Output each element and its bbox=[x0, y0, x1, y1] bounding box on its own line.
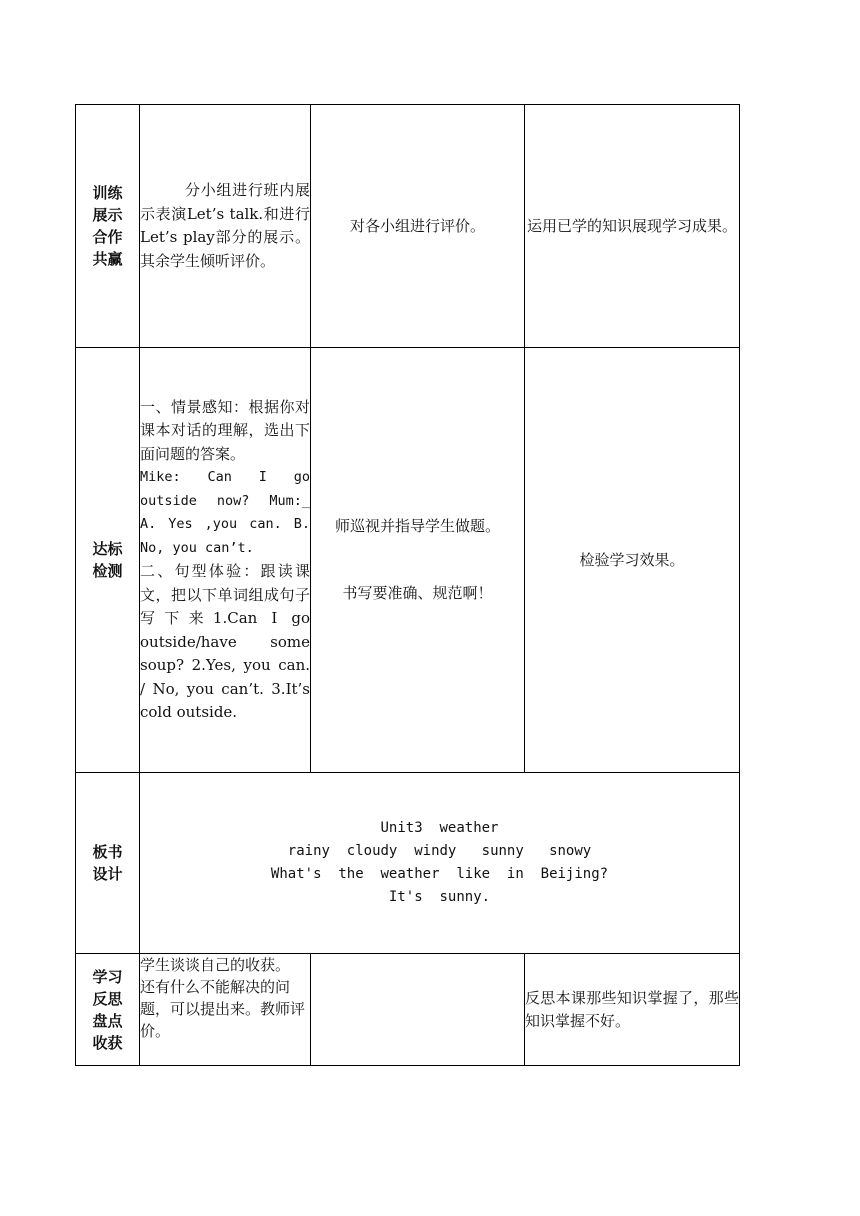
table-row bbox=[76, 773, 740, 954]
purpose-cell: 反思本课那些知识掌握了，那些知识掌握不好。 bbox=[525, 954, 740, 1066]
board-design-cell: Unit3 weather rainy cloudy windy sunny snowy What's the weather like in Beijing? It's sunny. bbox=[140, 773, 740, 954]
purpose-cell: 检验学习效果。 bbox=[525, 348, 740, 773]
row-label-assessment: 达标 检测 bbox=[76, 348, 140, 773]
table-row bbox=[76, 348, 740, 773]
student-activity-cell: 分小组进行班内展示表演Let’s talk.和进行Let’s play部分的展示。其余学生倾听评价。 bbox=[140, 105, 311, 348]
table-row bbox=[76, 954, 740, 1066]
student-activity-cell: 学生谈谈自己的收获。 还有什么不能解决的问题，可以提出来。教师评价。 bbox=[140, 954, 311, 1066]
teacher-activity-cell: 对各小组进行评价。 bbox=[311, 105, 525, 348]
row-label-reflection: 学习 反思 盘点 收获 bbox=[76, 954, 140, 1066]
student-activity-cell: 一、情景感知：根据你对课本对话的理解，选出下面问题的答案。 Mike: Can I go outside now? Mum:_ A. Yes ,you can. B. No, you can’t. 二、句型体验：跟读课文，把以下单词组成句子写下来1.Can I go outside/have some soup? 2.Yes, you can. / No, you can’t. 3.It’s cold outside. bbox=[140, 348, 311, 773]
teacher-activity-cell: 师巡视并指导学生做题。 书写要准确、规范啊！ bbox=[311, 348, 525, 773]
teacher-activity-cell bbox=[311, 954, 525, 1066]
purpose-cell: 运用已学的知识展现学习成果。 bbox=[525, 105, 740, 348]
row-label-board-design: 板书 设计 bbox=[76, 773, 140, 954]
row-label-practice: 训练 展示 合作 共赢 bbox=[76, 105, 140, 348]
table-row bbox=[76, 105, 740, 348]
lesson-plan-table bbox=[75, 104, 740, 1066]
